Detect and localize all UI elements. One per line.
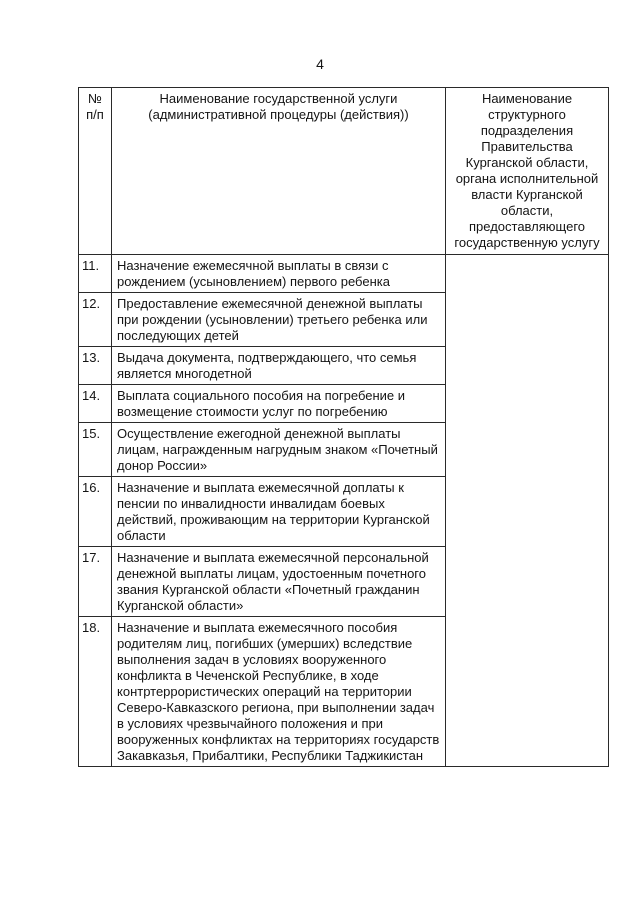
services-table (78, 87, 609, 767)
row-number: 12. (79, 293, 112, 347)
service-name: Назначение ежемесячной выплаты в связи с рождением (усыновлением) первого ребенка (112, 255, 446, 293)
service-name: Выдача документа, подтверждающего, что семья является многодетной (112, 347, 446, 385)
page-number: 4 (316, 56, 324, 72)
service-name: Выплата социального пособия на погребение и возмещение стоимости услуг по погребению (112, 385, 446, 423)
department-cell (446, 255, 609, 767)
row-number: 14. (79, 385, 112, 423)
header-service-name: Наименование государственной услуги (административной процедуры (действия)) (112, 88, 446, 255)
row-number: 18. (79, 617, 112, 767)
service-name: Предоставление ежемесячной денежной выплаты при рождении (усыновлении) третьего ребенка или последующих детей (112, 293, 446, 347)
header-department: Наименование структурного подразделения Правительства Курганской области, органа исполнительной власти Курганской области, предоставляющего государственную услугу (446, 88, 609, 255)
header-number: № п/п (79, 88, 112, 255)
service-name: Назначение и выплата ежемесячной персональной денежной выплаты лицам, удостоенным почетного звания Курганской области «Почетный гражданин Курганской области» (112, 547, 446, 617)
service-name: Назначение и выплата ежемесячной доплаты к пенсии по инвалидности инвалидам боевых действий, проживающим на территории Курганской области (112, 477, 446, 547)
row-number: 13. (79, 347, 112, 385)
service-name: Осуществление ежегодной денежной выплаты лицам, награжденным нагрудным знаком «Почетный донор России» (112, 423, 446, 477)
row-number: 16. (79, 477, 112, 547)
table-header-row (79, 88, 609, 255)
row-number: 11. (79, 255, 112, 293)
service-name: Назначение и выплата ежемесячного пособия родителям лиц, погибших (умерших) вследствие выполнения задач в условиях вооруженного конфликта в Чеченской Республике, в ходе контртеррористических операций на территории Северо-Кавказского региона, при выполнении задач в условиях чрезвычайного положения и при вооруженных конфликтах на территориях государств Закавказья, Прибалтики, Республики Таджикистан (112, 617, 446, 767)
row-number: 15. (79, 423, 112, 477)
row-number: 17. (79, 547, 112, 617)
table-row (79, 255, 609, 293)
